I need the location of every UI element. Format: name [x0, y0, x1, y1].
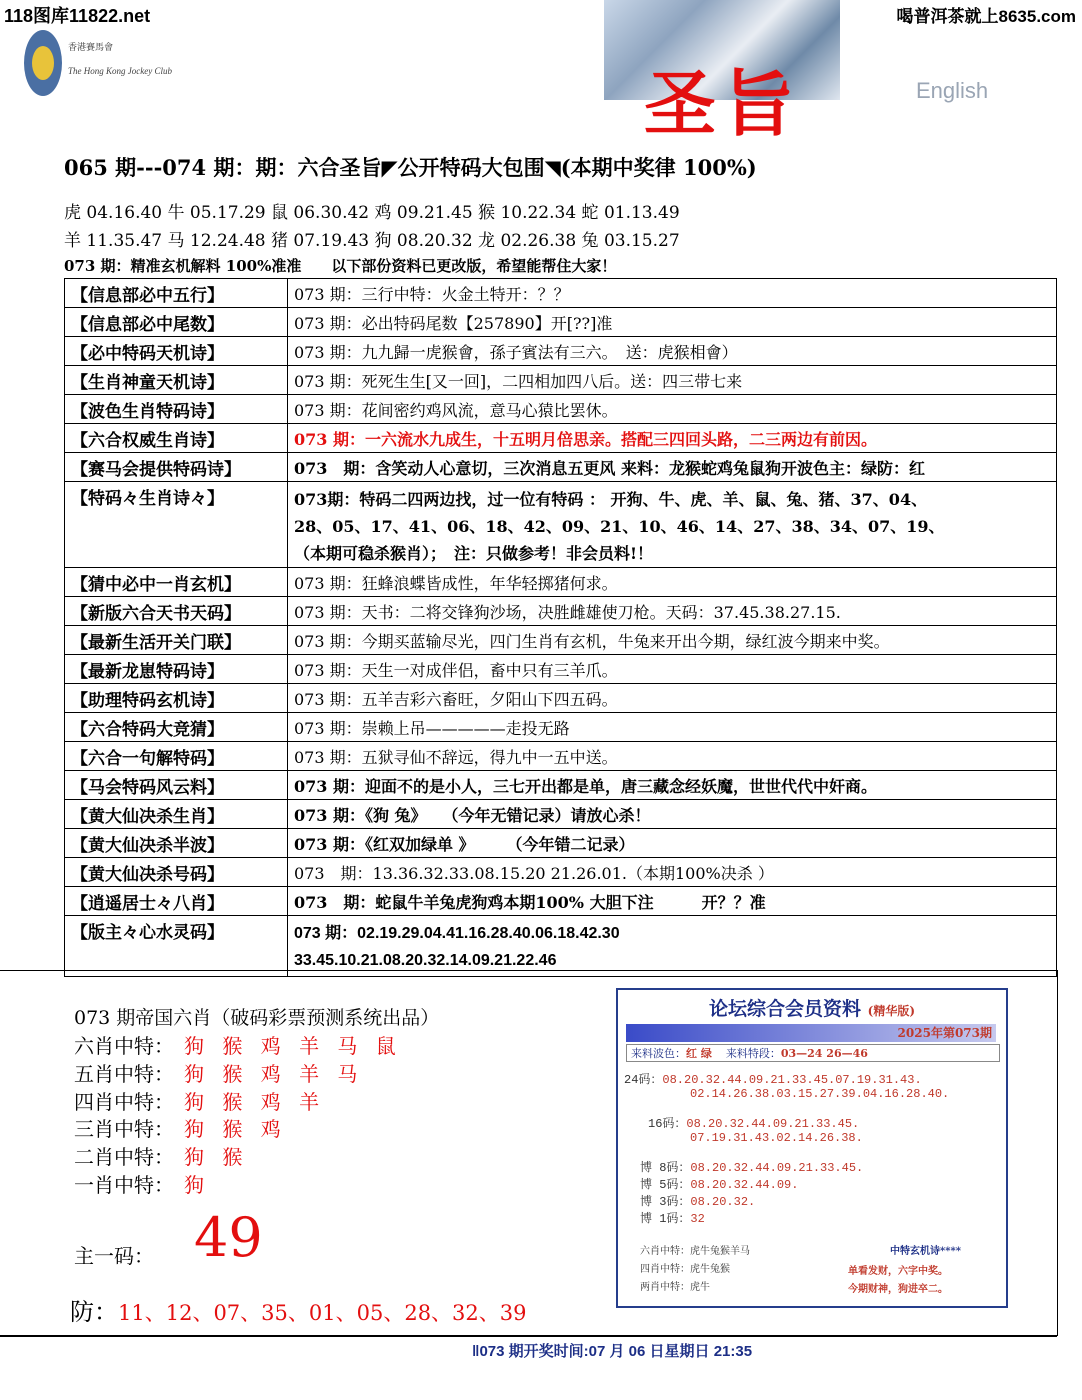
- row-label: 【逍遥居士々八肖】: [65, 887, 288, 916]
- row-content: [288, 916, 1057, 977]
- row-content: 073 期：死死生生[又一回]，二四相加四八后。送：四三带七来: [288, 366, 1057, 395]
- card-poem-title: 中特玄机诗****: [890, 1246, 961, 1257]
- code-line: 08.20.32.: [690, 1195, 756, 1209]
- pick-row: [74, 1058, 363, 1087]
- table-row: [65, 771, 1057, 800]
- jockey-club-emblem-icon: [24, 30, 62, 96]
- row-content: 073 期：13.36.32.33.08.15.20 21.26.01.（本期100%决杀 ）: [288, 858, 1057, 887]
- divider: [0, 1336, 1057, 1337]
- row-label: 【黄大仙决杀半波】: [65, 829, 288, 858]
- row-content: 073 期：九九歸一虎猴會，孫子賓法有三六。 送：虎猴相會）: [288, 337, 1057, 366]
- card-poem-line: 今期财神，狗进卒二。: [848, 1284, 948, 1295]
- row-content: 073 期：含笑动人心意切，三次消息五更风 来料：龙猴蛇鸡兔鼠狗开波色主：绿防：红: [288, 453, 1057, 482]
- pick-row: [74, 1169, 210, 1198]
- card-title: [618, 994, 1006, 1021]
- code-row: [640, 1192, 755, 1209]
- row-content-line: （本期可稳杀猴肖）； 注：只做参考！非会员料!！: [294, 544, 654, 563]
- site-name-right[interactable]: 喝普洱茶就上8635.com: [896, 7, 1076, 26]
- row-content-line: 073 期：02.19.29.04.41.16.28.40.06.18.42.30: [294, 925, 620, 942]
- code-label: 24码：: [624, 1073, 663, 1087]
- row-label: 【黄大仙决杀号码】: [65, 858, 288, 887]
- card-two-zodiac: 两肖中特：虎牛: [640, 1282, 710, 1293]
- ref-wave: 红 绿: [686, 1047, 712, 1060]
- guard-values: 11、12、07、35、01、05、28、32、39: [118, 1301, 527, 1325]
- draw-time: ‖073 期开奖时间:07 月 06 日星期日 21:35: [472, 1343, 753, 1360]
- table-row: [65, 916, 1057, 977]
- row-label: 【六合一句解特码】: [65, 742, 288, 771]
- row-label: 【最新生活开关门联】: [65, 626, 288, 655]
- row-content: 073 期：狂蜂浪蝶皆成性，年华轻掷猪何求。: [288, 568, 1057, 597]
- code-label: 16码：: [648, 1117, 687, 1131]
- table-row: [65, 453, 1057, 482]
- row-content: 073 期：一六流水九成生，十五明月倍思亲。搭配三四回头路，二三两边有前因。: [288, 424, 1057, 453]
- table-row: [65, 482, 1057, 568]
- pick-value: 狗 猴 鸡 羊: [184, 1090, 326, 1114]
- code-line: 32: [690, 1212, 705, 1226]
- table-row: [65, 366, 1057, 395]
- table-row: [65, 887, 1057, 916]
- table-row: [65, 713, 1057, 742]
- card-six-zodiac: 六肖中特：虎牛兔猴羊马: [640, 1246, 750, 1257]
- card-title-text: 论坛综合会员资料: [709, 998, 862, 1020]
- code-row: [648, 1114, 859, 1131]
- code-label: 博 8码：: [640, 1161, 691, 1175]
- card-issue: 2025年第073期: [897, 1026, 992, 1040]
- row-content-line: 28、05、17、41、06、18、42、09、21、10、46、14、27、38、34、07、19、: [294, 517, 945, 536]
- ref-special: 03—24 26—46: [780, 1047, 868, 1060]
- row-content-line: 33.45.10.21.08.20.32.14.09.21.22.46: [294, 952, 557, 969]
- row-label: 【赛马会提供特码诗】: [65, 453, 288, 482]
- row-label: 【猜中必中一肖玄机】: [65, 568, 288, 597]
- logo-english-text: The Hong Kong Jockey Club: [68, 66, 172, 76]
- row-content: 073 期：三行中特：火金土特开：？？: [288, 279, 1057, 308]
- table-row: [65, 279, 1057, 308]
- english-link[interactable]: English: [916, 78, 989, 103]
- jockey-club-logo: [24, 26, 204, 102]
- code-line: 08.20.32.44.09.21.33.45.: [686, 1117, 860, 1131]
- table-row: [65, 655, 1057, 684]
- code-label: 博 3码：: [640, 1195, 691, 1209]
- row-content: 073 期：五狱寻仙不辞远，得九中一五中送。: [288, 742, 1057, 771]
- table-row: [65, 626, 1057, 655]
- code-row: [640, 1158, 863, 1175]
- table-row: [65, 800, 1057, 829]
- site-name-left[interactable]: 118图库11822.net: [4, 6, 151, 26]
- row-content: 073 期：《红双加绿单 》 （今年错二记录）: [288, 829, 1057, 858]
- table-row: [65, 337, 1057, 366]
- notice-text: 073 期：精准玄机解料 100%准准 以下部份资料已更改版，希望能帮住大家！: [64, 257, 617, 275]
- card-edition: (精华版): [867, 1004, 915, 1018]
- pick-row: [74, 1086, 325, 1115]
- row-label: 【马会特码风云料】: [65, 771, 288, 800]
- code-row: [640, 1209, 705, 1226]
- row-content: 073 期：花间密约鸡风流，意马心猿比罢休。: [288, 395, 1057, 424]
- pick-label: 一肖中特：: [74, 1173, 174, 1197]
- row-content: [288, 482, 1057, 568]
- pick-value: 狗 猴 鸡 羊 马: [184, 1062, 364, 1086]
- code-line: 08.20.32.44.09.21.33.45.: [690, 1161, 864, 1175]
- pick-value: 狗 猴 鸡: [184, 1117, 287, 1141]
- row-label: 【必中特码天机诗】: [65, 337, 288, 366]
- table-row: [65, 424, 1057, 453]
- table-row: [65, 395, 1057, 424]
- row-content: 073 期：迎面不的是小人，三七开出都是单，唐三藏念经妖魔，世世代代中奸商。: [288, 771, 1057, 800]
- table-row: [65, 597, 1057, 626]
- guard-numbers: [70, 1292, 527, 1327]
- table-row: [65, 742, 1057, 771]
- imperial-title: 073 期帝国六肖（破码彩票预测系统出品）: [74, 1007, 440, 1029]
- row-label: 【版主々心水灵码】: [65, 916, 288, 977]
- row-label: 【黄大仙决杀生肖】: [65, 800, 288, 829]
- zodiac-numbers-line: 虎 04.16.40 牛 05.17.29 鼠 06.30.42 鸡 09.21.45 猴 10.22.34 蛇 01.13.49: [64, 203, 680, 223]
- code-label: 博 5码：: [640, 1178, 691, 1192]
- row-label: 【信息部必中五行】: [65, 279, 288, 308]
- code-line: 02.14.26.38.03.15.27.39.04.16.28.40.: [690, 1087, 950, 1101]
- logo-chinese-text: 香港賽馬會: [68, 43, 114, 53]
- member-info-card: [616, 988, 1008, 1308]
- row-label: 【生肖神童天机诗】: [65, 366, 288, 395]
- page-title: 065 期---074 期：期：六合圣旨◤公开特码大包围◥(本期中奖律 100%): [64, 155, 757, 180]
- code-row: [640, 1175, 798, 1192]
- table-row: [65, 568, 1057, 597]
- row-content-line: 073期：特码二四两边找，过一位有特码 ： 开狗、牛、虎、羊、鼠、兔、猪、37、04、: [294, 490, 928, 509]
- zodiac-numbers-line: 羊 11.35.47 马 12.24.48 猪 07.19.43 狗 08.20.32 龙 02.26.38 兔 03.15.27: [64, 231, 680, 251]
- row-label: 【六合特码大竞猜】: [65, 713, 288, 742]
- row-content: 073 期：天书：二将交锋狗沙场，决胜雌雄使刀枪。天码：37.45.38.27.15.: [288, 597, 1057, 626]
- row-label: 【信息部必中尾数】: [65, 308, 288, 337]
- pick-row: [74, 1030, 402, 1059]
- row-label: 【新版六合天书天码】: [65, 597, 288, 626]
- row-content: 073 期：蛇鼠牛羊兔虎狗鸡本期100% 大胆下注 开？？准: [288, 887, 1057, 916]
- main-code-number: 49: [194, 1206, 263, 1269]
- pick-row: [74, 1141, 248, 1170]
- pick-row: [74, 1113, 287, 1142]
- pick-value: 狗: [184, 1173, 210, 1197]
- table-row: [65, 684, 1057, 713]
- code-line: 07.19.31.43.02.14.26.38.: [690, 1131, 863, 1145]
- table-row: [65, 858, 1057, 887]
- row-content: 073 期：五羊吉彩六畜旺，夕阳山下四五码。: [288, 684, 1057, 713]
- code-label: 博 1码：: [640, 1212, 691, 1226]
- main-code-label: 主一码：: [74, 1244, 154, 1268]
- banner-title: 圣旨: [643, 61, 800, 146]
- pick-label: 四肖中特：: [74, 1090, 174, 1114]
- pick-label: 五肖中特：: [74, 1062, 174, 1086]
- row-content: 073 期：必出特码尾数【257890】开[??]准: [288, 308, 1057, 337]
- table-row: [65, 308, 1057, 337]
- code-line: 08.20.32.44.09.: [690, 1178, 799, 1192]
- prediction-table: [64, 278, 1057, 977]
- row-label: 【六合权威生肖诗】: [65, 424, 288, 453]
- row-content: 073 期：《狗 兔》 （今年无错记录）请放心杀！: [288, 800, 1057, 829]
- row-label: 【最新龙崽特码诗】: [65, 655, 288, 684]
- ref-special-label: 来料特段：: [725, 1047, 781, 1060]
- row-label: 【波色生肖特码诗】: [65, 395, 288, 424]
- table-row: [65, 829, 1057, 858]
- row-content: 073 期：今期买蓝输尽光，四门生肖有玄机，牛兔来开出今期，绿红波今期来中奖。: [288, 626, 1057, 655]
- row-label: 【助理特码玄机诗】: [65, 684, 288, 713]
- guard-label: 防：: [70, 1298, 118, 1326]
- code-row: [624, 1070, 922, 1087]
- card-reference-row: [626, 1044, 1000, 1062]
- row-label: 【特码々生肖诗々】: [65, 482, 288, 568]
- card-poem-line: 单看发财，六字中奖。: [848, 1266, 948, 1277]
- ref-wave-label: 来料波色：: [631, 1047, 686, 1060]
- pick-value: 狗 猴: [184, 1145, 249, 1169]
- pick-value: 狗 猴 鸡 羊 马 鼠: [184, 1034, 402, 1058]
- pick-label: 三肖中特：: [74, 1117, 174, 1141]
- row-content: 073 期：天生一对成伴侣，畜中只有三羊爪。: [288, 655, 1057, 684]
- card-four-zodiac: 四肖中特：虎牛兔猴: [640, 1264, 730, 1275]
- pick-label: 二肖中特：: [74, 1145, 174, 1169]
- row-content: 073 期：崇赖上吊—————走投无路: [288, 713, 1057, 742]
- code-line: 08.20.32.44.09.21.33.45.07.19.31.43.: [662, 1073, 922, 1087]
- pick-label: 六肖中特：: [74, 1034, 174, 1058]
